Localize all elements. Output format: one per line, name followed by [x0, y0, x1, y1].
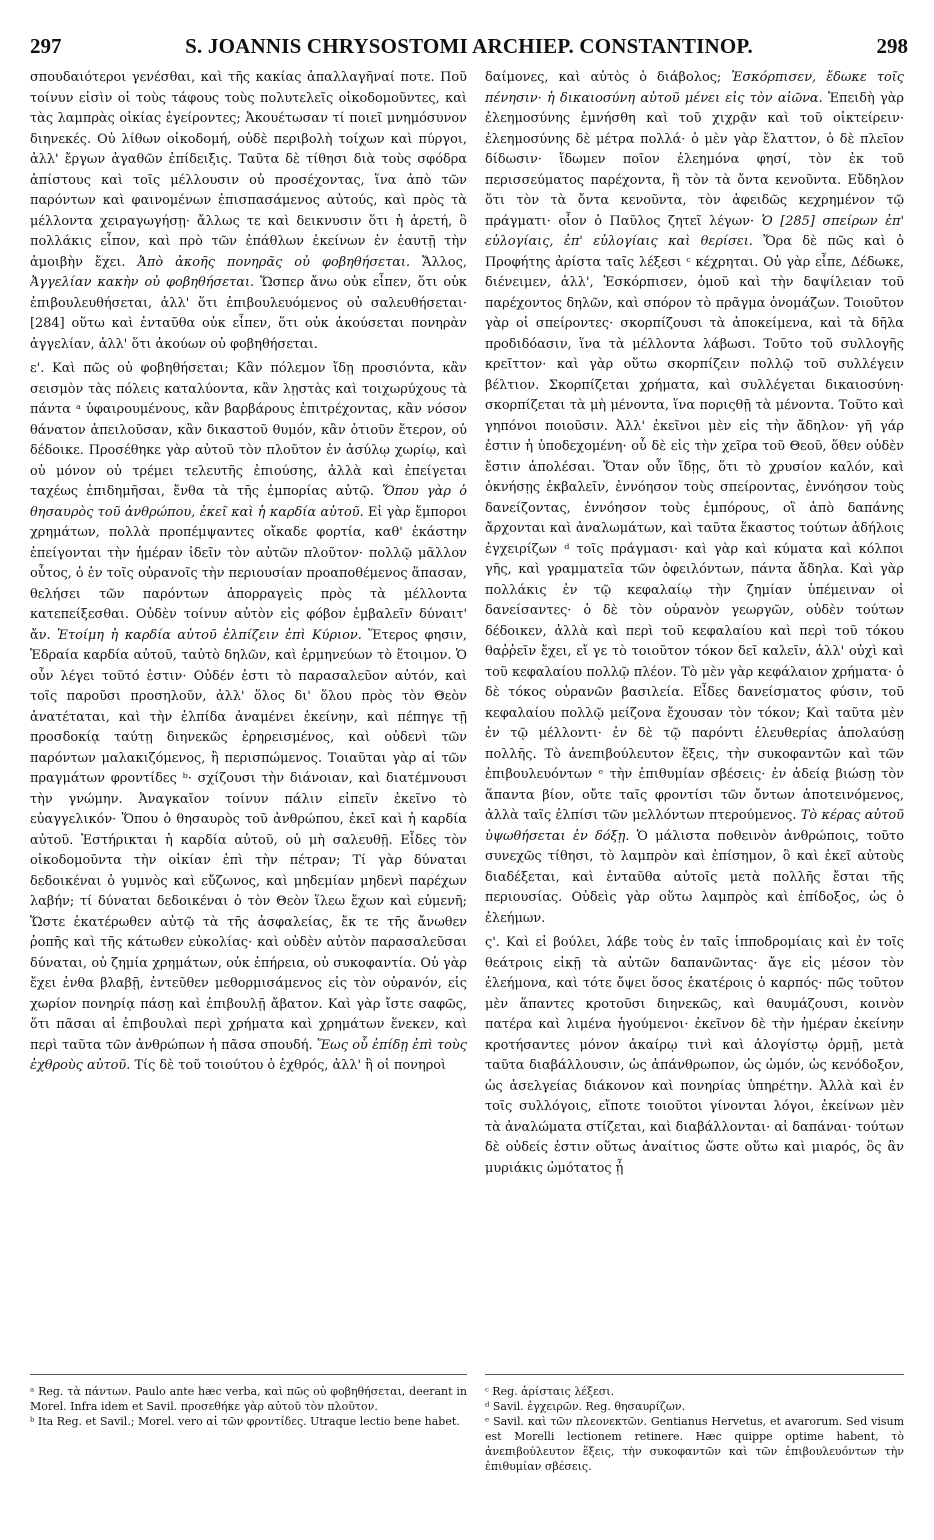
footnote: ᵉ Savil. καὶ τῶν πλεονεκτῶν. Gentianus Hervetus, et avarorum. Sed visum est Morelli lectionem retinere. Hæc quippe optime habent, τὸ ἀνεπιβούλευτον ἕξεις, τὴν συκοφαντῶν καὶ τῶν ἐπιβουλευόντων τὴν ἐπιθυμίαν σβέσεις.: [485, 1415, 904, 1473]
paragraph: ε'. Καὶ πῶς οὐ φοβηθήσεται; Κἂν πόλεμον ἴδῃ προσιόντα, κἂν σεισμὸν τὰς πόλεις καταλύοντα, κἂν λῃστὰς καὶ τοιχωρύχους τὰ πάντα ᵃ ὑφαιρουμένους, κἂν βαρβάρους ἐπιτρέχοντας, κἂν νόσον θάνατον ἀπειλοῦσαν, κἂν δικαστοῦ θυμόν, κἂν ὁτιοῦν ἕτερον, οὐ δέδοικε. Προσέθηκε γὰρ αὐτοῦ τὸν πλοῦτον ἐν ἀσύλῳ χωρίῳ, καὶ οὐ μόνον οὐ τρέμει τελευτῆς ἐπιούσης, ἀλλὰ καὶ ἐπείγεται ταχέως ἐπιδημῆσαι, ἔνθα τὰ τῆς ἐμπορίας αὐτῷ. Ὅπου γὰρ ὁ θησαυρὸς τοῦ ἀνθρώπου, ἐκεῖ καὶ ἡ καρδία αὐτοῦ. Εἰ γὰρ ἔμποροι χρημάτων, πολλὰ προπέμψαντες οἴκαδε φορτία, καθ' ἑκάστην ἐπείγονται τὴν ἡμέραν ἰδεῖν τὸν αὐτῶν πλοῦτον· πολλῷ μᾶλλον οὗτος, ὁ ἐν τοῖς οὐρανοῖς τὴν περιουσίαν προαποθέμενος ἅπασαν, θελήσει τῶν παρόντων ἀπορραγεὶς πρὸς τὰ μέλλοντα κατεπείξεσθαι. Οὐδὲν τοίνυν αὐτὸν εἰς φόβον ἐμβαλεῖν δύναιτ' ἄν. Ἑτοίμη ἡ καρδία αὐτοῦ ἐλπίζειν ἐπὶ Κύριον. Ἕτερος φησιν, Ἑδραία καρδία αὐτοῦ, ταὐτὸ δηλῶν, καὶ ἑρμηνεύων τὸ ἕτοιμον. Ὁ οὖν λέγει τοῦτό ἐστιν· Οὐδέν ἐστι τὸ παρασαλεῦον αὐτόν, καὶ τοῖς παροῦσι προσηλοῦν, ἀλλ' ὅλος δι' ὅλου πρὸς τὸν Θεὸν ἀνατέταται, καὶ τὴν ἐλπίδα ἀναμένει ἐκείνην, καὶ πέπηγε τῇ προσδοκίᾳ ταύτῃ διηνεκῶς ἐρηρεισμένος, καὶ οὐδενὶ τῶν παρόντων μαλακιζόμενος, ἢ περισπώμενος. Τοιαῦται γὰρ αἱ τῶν πραγμάτων φροντίδες ᵇ· σχίζουσι τὴν διάνοιαν, καὶ διατέμνουσι τὴν γνώμην. Ἀναγκαῖον τοίνυν πάλιν εἰπεῖν ἐκεῖνο τὸ εὐαγγελικόν· Ὅπου ὁ θησαυρὸς τοῦ ἀνθρώπου, ἐκεῖ καὶ ἡ καρδία αὐτοῦ. Ἐστήρικται ἡ καρδία αὐτοῦ, οὐ μὴ σαλευθῇ. Εἶδες τὸν οἰκοδομοῦντα τὴν οἰκίαν ἐπὶ τὴν πέτραν; Τί γὰρ δύναται δεδοικέναι ὁ γυμνὸς καὶ εὔζωνος, καὶ μηδεμίαν μηδενὶ παρέχων λαβήν; τί δύναται δεδοικέναι ὁ τὸν Θεὸν ἵλεω ἔχων καὶ εὐμενῆ; Ὥστε ἑκατέρωθεν αὐτῷ τὰ τῆς ἀσφαλείας, ἔκ τε τῆς ἄνωθεν ῥοπῆς καὶ τῆς κάτωθεν εὐκολίας· καὶ οὐδὲν αὐτὸν παρασαλεῦσαι δύναται, οὐ ζημία χρημάτων, οὐκ ἐπήρεια, οὐ συκοφαντία. Οὐ γὰρ ἔχει ἐνθα βλαβῇ, ἐντεῦθεν μεθορμισάμενος εἰς τὸν οὐρανόν, εἰς χωρίον πονηρίᾳ πάσῃ καὶ ἐπιβουλῇ ἄβατον. Καὶ γὰρ ἴστε σαφῶς, ὅτι πᾶσαι αἱ ἐπιβουλαὶ περὶ χρήματα καὶ χρημάτων ἕνεκεν, καὶ περὶ ταῦτα τῶν ἀνθρώπων ἡ πᾶσα σπουδή. Ἕως οὗ ἐπίδῃ ἐπὶ τοὺς ἐχθροὺς αὐτοῦ. Τίς δὲ τοῦ τοιούτου ὁ ἐχθρός, ἀλλ' ἢ οἱ πονηροὶ: [30, 361, 467, 1073]
paragraph: δαίμονες, καὶ αὐτὸς ὁ διάβολος; Ἐσκόρπισεν, ἔδωκε τοῖς πένησιν· ἡ δικαιοσύνη αὐτοῦ μένει εἰς τὸν αἰῶνα. Ἐπειδὴ γὰρ ἐλεημοσύνης ἐμνήσθη καὶ τοῦ χιχρᾷν καὶ τοῦ οἰκτείρειν· ἐλεημοσύνης δὲ μέτρα πολλά· ὁ μὲν γὰρ ἔλαττον, ὁ δὲ πλεῖον δίδωσιν· ἴδωμεν ποῖον ἐλεημόνα φησί, τὸν ἐκ τοῦ περισσεύματος παρέχοντα, ἢ τὸν τὰ ὄντα κενοῦντα. Εὔδηλον ὅτι τὸν τὰ ὄντα κενοῦντα, τὸν ἀφειδῶς κεχρημένον τῷ πράγματι· οἷον ὁ Παῦλος ζητεῖ λέγων· Ὁ [285] σπείρων ἐπ' εὐλογίαις, ἐπ' εὐλογίαις καὶ θερίσει. Ὅρα δὲ πῶς καὶ ὁ Προφήτης ἀρίστα ταῖς λέξεσι ᶜ κέχρηται. Οὐ γὰρ εἶπε, Δέδωκε, διένειμεν, ἀλλ', Ἐσκόρπισεν, ὁμοῦ καὶ τὴν δαψίλειαν τοῦ παρέχοντος δηλῶν, καὶ σπόρον τὸ πρᾶγμα ὀνομάζων. Τοιοῦτον γὰρ οἱ σπείροντες· σκορπίζουσι τὰ ἀποκείμενα, καὶ τὰ δῆλα προδιδόασιν, ἵνα τὰ μέλλοντα λάβωσι. Τοῦτο τοῦ συλλογῆς κρεῖττον· καὶ γὰρ οὕτω σκορπίζειν πολλῷ τοῦ συλλέγειν βέλτιον. Σκορπίζεται χρήματα, καὶ συλλέγεται δικαιοσύνη· σκορπίζεται τὰ μὴ μένοντα, ἵνα ποριςθῇ τὰ μένοντα. Τοῦτο καὶ γηπόνοι ποιοῦσιν. Ἀλλ' ἐκεῖνοι μὲν εἰς τὴν ἄδηλον· γῆ γάρ ἐστιν ἡ ὑποδεχομένη· οὗ δὲ εἰς τὴν χεῖρα τοῦ Θεοῦ, ὅθεν οὐδὲν ἔστιν ἀπολέσαι. Ὅταν οὖν ἴδῃς, ὅτι τὸ χρυσίον καλόν, καὶ ὀκνήσῃς ἐκβαλεῖν, ἐννόησον τοὺς σπείροντας, ἐννόησον τοὺς δανείζοντας, ἐννόησον τοὺς ἐμπόρους, οἳ ἀπὸ δαπάνης ἄρχονται καὶ ἀναλωμάτων, καὶ ταῦτα ἕκαστος τούτων ἀδήλοις ἐγχειρίζων ᵈ τοῖς πράγμασι· καὶ γὰρ καὶ κύματα καὶ κόλποι γῆς, καὶ γραμματεῖα τῶν ὀφειλόντων, πάντα ἄδηλα. Καὶ γὰρ πολλάκις ἐν τῷ κεφαλαίῳ τὴν ζημίαν ὑπέμειναν οἱ δανείσαντες· ὁ δὲ τὸν οὐρανὸν γεωργῶν, οὐδὲν τούτων δέδοικεν, ἀλλὰ καὶ περὶ τοῦ κεφαλαίου καὶ περὶ τοῦ τόκου θαῤῥεῖν ἔχει, εἴ γε τὸ τοιοῦτον τόκον δεῖ καλεῖν, ἀλλ' οὐχὶ καὶ τοῦ κεφαλαίου πολλῷ πλέον. Τὸ μὲν γὰρ κεφάλαιον χρήματα· ὁ δὲ τόκος οὐρανῶν βασιλεία. Εἶδες δανείσματος φύσιν, τοῦ κεφαλαίου πολλῷ μείζονα ἔχουσαν τὸν τόκον; Καὶ ταῦτα μὲν ἐν τῷ μέλλοντι· ἐν δὲ τῷ παρόντι ἐλευθερίας ἀπολαύσῃ πολλῆς. Τὸ ἀνεπιβούλευτον ἕξεις, τὴν συκοφαντῶν καὶ τῶν ἐπιβουλευόντων ᵉ τὴν ἐπιθυμίαν σβέσεις· ἐν ἀδείᾳ βιώσῃ τὸν ἅπαντα βίον, οὔτε ταῖς φροντίσι τῶν ὄντων ἀποτεινόμενος, ἀλλὰ ταῖς ἐλπίσι τῶν μελλόντων πτερούμενος. Τὸ κέρας αὐτοῦ ὑψωθήσεται ἐν δόξῃ. Ὁ μάλιστα ποθεινὸν ἀνθρώποις, τοῦτο συνεχῶς τίθησι, τὸ λαμπρὸν καὶ ἐπίσημον, ὃ καὶ ἐκεῖ αὐτοὺς διαδέξεται, καὶ ἐνταῦθα αὐτοῖς μετὰ πολλῆς ἔσται τῆς περιουσίας. Οὐδεὶς γὰρ οὕτω λαμπρὸς καὶ ἐπίδοξος, ὡς ὁ ἐλεήμων.: [485, 70, 904, 926]
footnote: ᵇ Ita Reg. et Savil.; Morel. vero αἱ τῶν φροντίδες. Utraque lectio bene habet.: [30, 1415, 460, 1428]
footnote: ᵈ Savil. ἐγχειρῶν. Reg. θησαυρίζων.: [485, 1400, 686, 1413]
page-number-right: 298: [876, 34, 908, 58]
footnote: ᵃ Reg. τὰ πάντων. Paulo ante hæc verba, καὶ πῶς οὐ φοβηθήσεται, deerant in Morel. Infra idem et Savil. προσεθήκε γὰρ αὐτοῦ τὸν πλοῦτον.: [30, 1385, 467, 1413]
running-title: S. JOANNIS CHRYSOSTOMI ARCHIEP. CONSTANTINOP.: [185, 34, 753, 58]
footnote-divider: [30, 1374, 467, 1375]
running-header: [30, 34, 908, 60]
right-column: [485, 68, 904, 1368]
paragraph: ς'. Καὶ εἰ βούλει, λάβε τοὺς ἐν ταῖς ἱπποδρομίαις καὶ ἐν τοῖς θεάτροις εἰκῇ τὰ αὐτῶν δαπανῶντας· ἄγε εἰς μέσον τὸν ἐλεήμονα, καὶ τότε ὄψει ὅσος ἑκατέροις ὁ καρπός· πῶς τοῦτον μὲν ἅπαντες κροτοῦσι διηνεκῶς, καὶ θαυμάζουσι, κοινὸν πατέρα καὶ λιμένα ἡγούμενοι· ἐκεῖνον δὲ τὴν ἡμέραν ἐκείνην κροτήσαντες μόνον ἀκαίρῳ τινὶ καὶ ἀλογίστῳ ὁρμῇ, μετὰ ταῦτα διαβάλλουσιν, ὡς ἀπάνθρωπον, ὡς ὠμόν, ὡς κενόδοξον, ὡς ἀσελγείας διάκονον καὶ πονηρίας ὑπηρέτην. Ἀλλὰ καὶ ἐν τοῖς συλλόγοις, εἴποτε τοιοῦτοι γίνονται λόγοι, ἐκείνων μὲν τὰ ἀναλώματα στίζεται, καὶ διαβάλλονται· αἱ δαπάναι· τούτων δὲ οὐδείς ἐστιν οὕτως ἀναίτιος ὥστε οὕτω καὶ μιαρός, ὃς ἂν μυριάκις ὠμότατος ᾖ: [485, 935, 904, 1176]
page-number-left: 297: [30, 34, 62, 58]
footnotes-right: [485, 1384, 904, 1474]
footnote: ᶜ Reg. ἀρίσταις λέξεσι.: [485, 1385, 615, 1398]
left-column: [30, 68, 467, 1368]
paragraph: σπουδαιότεροι γενέσθαι, καὶ τῆς κακίας ἀπαλλαγῆναί ποτε. Ποῦ τοίνυν εἰσὶν οἱ τοὺς τάφους τοὺς πολυτελεῖς οἰκοδομοῦντες, καὶ τὰς λαμπρὰς οἰκίας ἐγείροντες; Ἀκουέτωσαν τί ποιεῖ μνημόσυνον διηνεκές. Οὐ λίθων οἰκοδομή, οὐδὲ περιβολὴ τοίχων καὶ πύργοι, ἀλλ' ἔργων ἀγαθῶν ἐπίδειξις. Ταῦτα δὲ τίθησι διὰ τοὺς σφόδρα ἀπίστους καὶ τοῖς μέλλουσιν οὐ προσέχοντας, ἵνα ἀπὸ τῶν παρόντων καὶ φαινομένων ἐπισπασάμενος αὐτούς, καὶ πρὸς τὰ μέλλοντα χειραγωγήσῃ· ἄλλως τε καὶ δεικνυσιν ὅτι ἡ ἀρετή, ὃ πολλάκις εἶπον, καὶ πρὸ τῶν ἐπάθλων ἐκείνων ἐν ἑαυτῇ τὴν ἀμοιβὴν ἔχει. Ἀπὸ ἀκοῆς πονηρᾶς οὐ φοβηθήσεται. Ἄλλος, Ἀγγελίαν κακὴν οὐ φοβηθήσεται. Ὥσπερ ἄνω οὐκ εἶπεν, ὅτι οὐκ ἐπιβουλευθήσεται, ἀλλ' ὅτι ἐπιβουλευόμενος οὐ σαλευθήσεται· [284] οὕτω καὶ ἐνταῦθα οὐκ εἶπεν, ὅτι οὐκ ἀκούσεται πονηρὰν ἀγγελίαν, ἀλλ' ὅτι ἀκούων οὐ φοβηθήσεται.: [30, 70, 467, 352]
footnotes-left: [30, 1384, 467, 1429]
footnote-divider: [485, 1374, 904, 1375]
